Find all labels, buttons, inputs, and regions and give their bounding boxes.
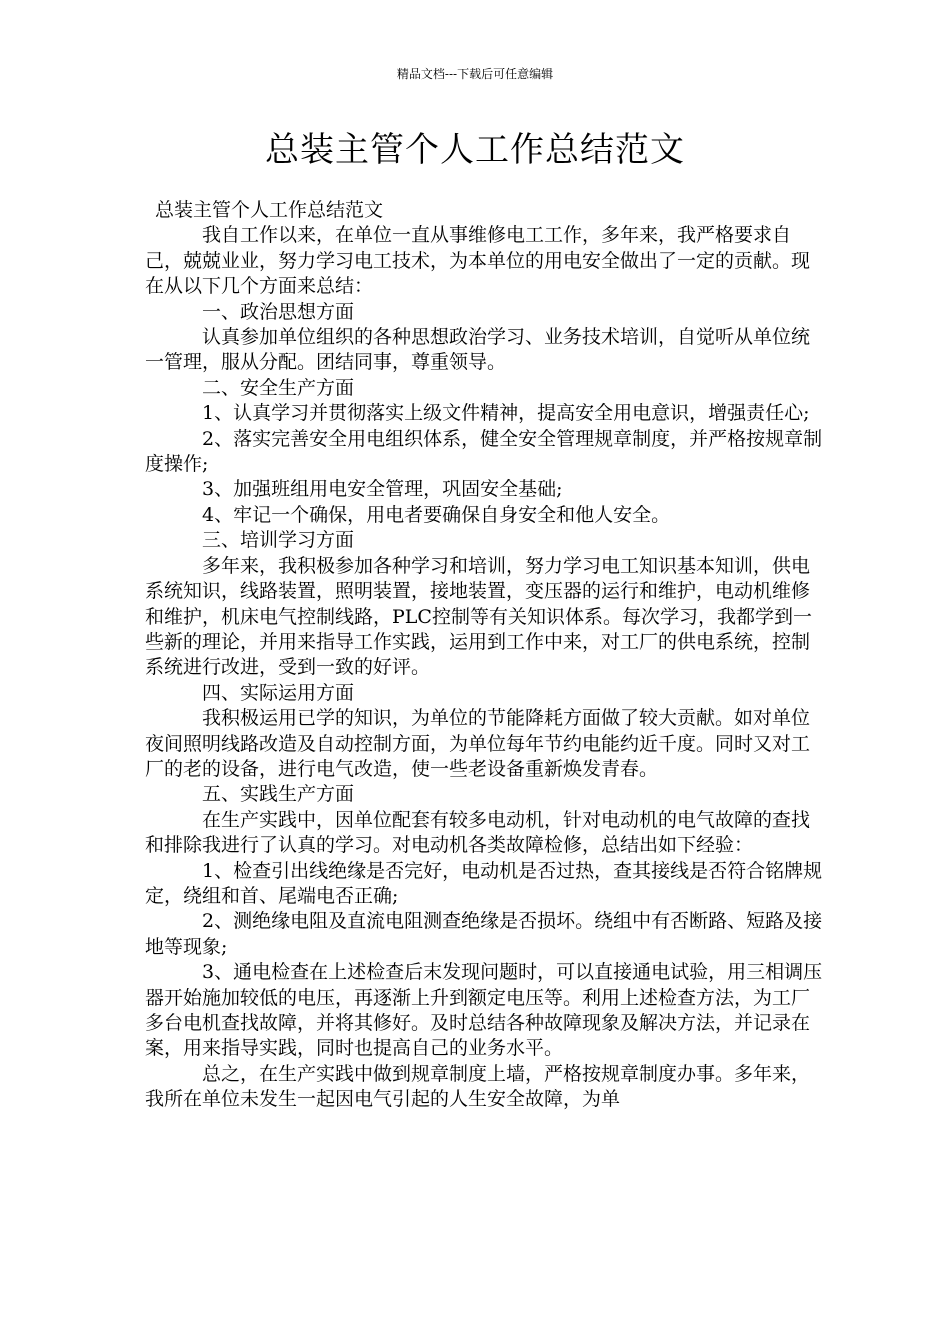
paragraph-safety-1: 1、认真学习并贯彻落实上级文件精神，提高安全用电意识，增强责任心; <box>202 402 810 425</box>
paragraph-politics: 认真参加单位组织的各种思想政治学习、业务技术培训，自觉听从单位统一管理，服从分配。团结同事，尊重领导。 <box>145 326 811 374</box>
paragraph-safety-4: 4、牢记一个确保，用电者要确保自身安全和他人安全。 <box>202 503 671 526</box>
paragraph-practice: 在生产实践中，因单位配套有较多电动机，针对电动机的电气故障的查找和排除我进行了认真的学习。对电动机各类故障检修，总结出如下经验： <box>145 808 811 857</box>
section-heading-application: 四、实际运用方面 <box>202 681 355 704</box>
body-subtitle: 总装主管个人工作总结范文 <box>155 199 384 221</box>
paragraph-safety-3: 3、加强班组用电安全管理，巩固安全基础; <box>202 478 563 501</box>
paragraph-conclusion: 总之，在生产实践中做到规章制度上墙，严格按规章制度办事。多年来，我所在单位未发生一起因电气引起的人生安全故障，为单 <box>145 1062 811 1111</box>
paragraph-practice-1: 1、检查引出线绝缘是否完好，电动机是否过热，查其接线是否符合铭牌规定，绕组和首、尾端电否正确; <box>145 859 823 907</box>
paragraph-intro: 我自工作以来，在单位一直从事维修电工工作，多年来，我严格要求自己，兢兢业业，努力学习电工技术，为本单位的用电安全做出了一定的贡献。现在从以下几个方面来总结： <box>145 224 811 298</box>
paragraph-training: 多年来，我积极参加各种学习和培训，努力学习电工知识基本知训，供电系统知识，线路装置，照明装置，接地装置，变压器的运行和维护，电动机维修和维护，机床电气控制线路，PLC控制等有关知识体系。每次学习，我都学到一些新的理论，并用来指导工作实践，运用到工作中来，对工厂的供电系统，控制系统进行改进，受到一致的好评。 <box>145 554 812 679</box>
header-note: 精品文档---下载后可任意编辑 <box>396 67 554 81</box>
section-heading-practice: 五、实践生产方面 <box>202 783 355 806</box>
document-title: 总装主管个人工作总结范文 <box>265 130 685 170</box>
paragraph-practice-2: 2、测绝缘电阻及直流电阻测查绝缘是否损坏。绕组中有否断路、短路及接地等现象; <box>145 910 823 958</box>
paragraph-application: 我积极运用已学的知识，为单位的节能降耗方面做了较大贡献。如对单位夜间照明线路改造及自动控制方面，为单位每年节约电能约近千度。同时又对工厂的老的设备，进行电气改造，使一些老设备重新焕发青春。 <box>145 707 811 780</box>
paragraph-safety-2: 2、落实完善安全用电组织体系，健全安全管理规章制度，并严格按规章制度操作; <box>145 427 823 476</box>
section-heading-safety: 二、安全生产方面 <box>202 376 355 399</box>
section-heading-politics: 一、政治思想方面 <box>202 300 355 323</box>
section-heading-training: 三、培训学习方面 <box>202 529 355 552</box>
document-body <box>145 198 825 1113</box>
paragraph-practice-3: 3、通电检查在上述检查后末发现问题时，可以直接通电试验，用三相调压器开始施加较低的电压，再逐渐上升到额定电压等。利用上述检查方法，为工厂多台电机查找故障，并将其修好。及时总结各种故障现象及解决方法，并记录在案，用来指导实践，同时也提高自己的业务水平。 <box>145 961 823 1060</box>
